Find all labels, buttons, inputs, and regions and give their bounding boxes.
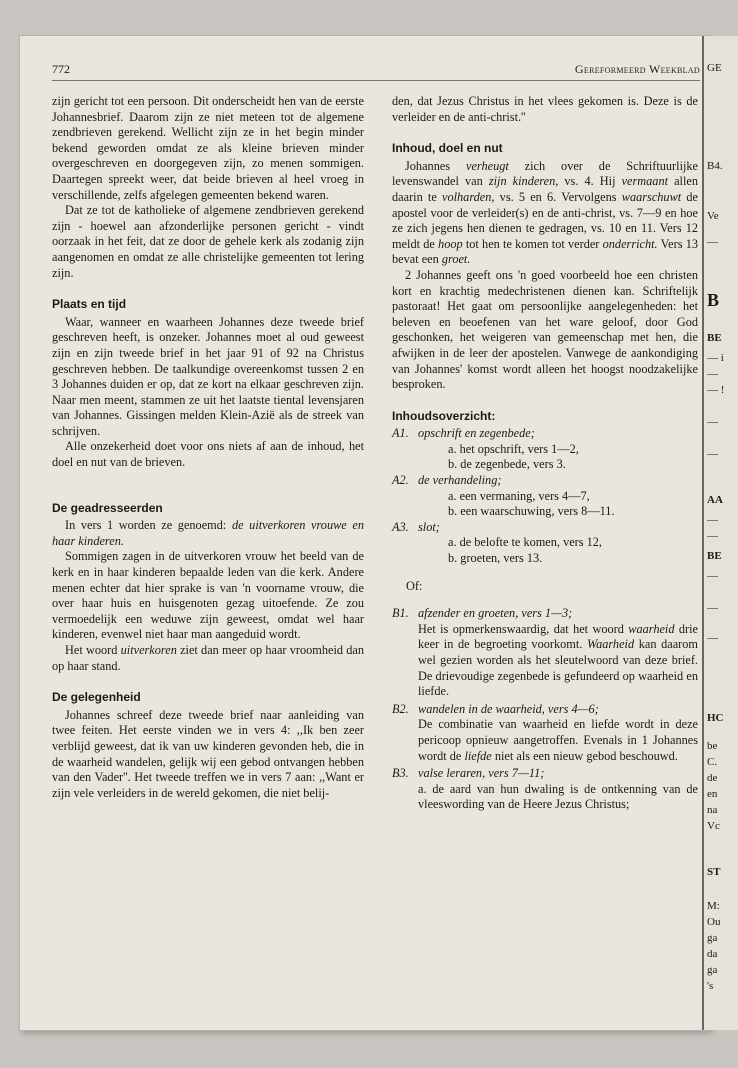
strip-fragment: Ve	[707, 210, 719, 222]
strip-fragment: —	[707, 514, 718, 526]
outline-item	[392, 702, 698, 764]
outline-item	[392, 606, 698, 700]
strip-fragment: na	[707, 804, 718, 816]
left-column	[52, 94, 364, 801]
strip-fragment: 's	[707, 980, 714, 992]
paragraph: In vers 1 worden ze genoemd: de uitverkoren vrouwe en haar kinderen.	[52, 518, 364, 548]
strip-fragment: da	[707, 948, 718, 960]
outline-sub: a. het opschrift, vers 1—2,	[448, 441, 579, 456]
paragraph: Dat ze tot de katholieke of algemene zendbrieven gerekend zijn - hoewel aan afzonderlijke personen gericht - vindt oorzaak in het feit, dat ze door de gehele kerk als zodanig zijn aangenomen en omdat ze alle christelijke gemeenten tot lering zijn.	[52, 203, 364, 280]
section-heading: De geadresseerden	[52, 500, 163, 515]
strip-fragment: BE	[707, 332, 722, 344]
strip-fragment: BE	[707, 550, 722, 562]
strip-fragment: —	[707, 416, 718, 428]
strip-fragment: —	[707, 602, 718, 614]
section-heading: Inhoudsoverzicht:	[392, 408, 496, 423]
strip-fragment: HC	[707, 712, 724, 724]
strip-fragment: Ou	[707, 916, 721, 928]
outline-sub: a. een vermaning, vers 4—7,	[448, 488, 590, 503]
strip-fragment: de	[707, 772, 718, 784]
outline-label: A2.	[392, 473, 409, 488]
strip-fragment: GE	[707, 62, 722, 74]
strip-fragment: —	[707, 448, 718, 460]
journal-title: Gereformeerd Weekblad	[574, 62, 700, 76]
outline-label: A1.	[392, 426, 409, 441]
strip-fragment: en	[707, 788, 718, 800]
paragraph: 2 Johannes geeft ons 'n goed voorbeeld hoe een christen kort en krachtig medechristenen dienen kan. Schriftelijk pastoraat! Het gaat om persoonlijke aangelegenheden: het beleven en beoefenen van het ware geloof, door God geschonken, het weigeren van gemeenschap met hen, die afwijken in de leer der apostelen. Vanwege de aankondiging van Johannes' komst wordt alleen het hoogst noodzakelijke besproken.	[392, 267, 698, 392]
strip-fragment: —	[707, 530, 718, 542]
outline-title: slot;	[418, 519, 440, 534]
paragraph: Alle onzekerheid doet voor ons niets af aan de inhoud, het doel en nut van de brieven.	[52, 439, 364, 470]
outline-body: De combinatie van waarheid en liefde wordt in deze pericoop opnieuw aangetroffen. Evenals in 1 Johannes wordt de liefde niet als een nieuw gebod beschouwd.	[418, 717, 698, 763]
outline-title: afzender en groeten, vers 1—3;	[418, 606, 573, 621]
strip-fragment: M:	[707, 900, 720, 912]
strip-fragment: C.	[707, 756, 718, 768]
paragraph: Johannes verheugt zich over de Schriftuurlijke levenswandel van zijn kinderen, vs. 4. Hij vermaant allen daarin te volharden, vs. 5 en 6. Vervolgens waarschuwt de apostel voor de verleider(s) en de anti-christ, vs. 7—9 en hoe ze zich jegens hen dienen te gedragen, vs. 10 en 11. Vers 12 meldt de hoop tot hen te komen tot verder onderricht. Vers 13 bevat een groet.	[392, 158, 699, 267]
outline-label: B3.	[392, 766, 409, 781]
strip-fragment: —	[707, 236, 718, 248]
strip-fragment: be	[707, 740, 718, 752]
section-heading: De gelegenheid	[52, 690, 141, 705]
paragraph: Johannes schreef deze tweede brief naar aanleiding van twee feiten. Het eerste vinden we in vers 4: ,,Ik ben zeer verblijd geweest, dat ik van uw kinderen gevonden heb, die in de waarheid wandelen, gelijk wij een gebod ontvangen hebben van den Vader''. Het tweede treffen we in vers 7 aan: ,,Want er zijn vele verleiders in de wereld gekomen, die niet belij-	[52, 707, 364, 800]
outline-title: valse leraren, vers 7—11;	[418, 766, 545, 781]
strip-fragment: ga	[707, 964, 718, 976]
strip-fragment: — !	[707, 384, 725, 396]
running-header	[52, 60, 700, 81]
outline-item	[392, 426, 698, 473]
next-page-strip	[702, 36, 738, 1030]
section-heading: Plaats en tijd	[52, 297, 127, 312]
strip-fragment: — i	[707, 352, 724, 364]
outline-separator: Of:	[406, 578, 423, 593]
paragraph: Sommigen zagen in de uitverkoren vrouw het beeld van de kerk en in haar kinderen bepaalde leden van die kerk. Andere menen echter dat hier sprake is van 'n voorname vrouw, die over haar huis en huisgenoten gezag uitoefende. Ze zou vermoedelijk een weduwe zijn geweest, omdat wel haar kinderen, evenwel niet haar man aangeduid wordt.	[52, 549, 364, 642]
outline-sub: b. de zegenbede, vers 3.	[448, 457, 566, 472]
outline-title: de verhandeling;	[418, 473, 502, 488]
strip-fragment: —	[707, 570, 718, 582]
outline-item	[392, 473, 698, 520]
strip-fragment: B	[707, 290, 720, 310]
outline-item	[392, 520, 698, 567]
outline-body: a. de aard van hun dwaling is de ontkenning van de vleeswording van de Heere Jezus Christus;	[418, 781, 698, 812]
section-heading: Inhoud, doel en nut	[392, 141, 503, 156]
paragraph: zijn gericht tot een persoon. Dit onderscheidt hen van de eerste Johannesbrief. Daarom zijn ze niet meteen tot de algemene zendbrieven gerekend. Wellicht zijn ze in het begin minder bekend geworden omdat ze als kleine brieven minder overgeschreven en doorgegeven zijn, zo menen sommigen. Daartegen spreekt weer, dat beide brieven al heel vroeg in verschillende, zelfs afgelegen gemeenten bekend waren.	[52, 94, 364, 202]
outline-title: wandelen in de waarheid, vers 4—6;	[418, 701, 599, 716]
outline-sub: a. de belofte te komen, vers 12,	[448, 535, 602, 550]
strip-fragment: AA	[707, 494, 723, 506]
paragraph: Waar, wanneer en waarheen Johannes deze tweede brief geschreven heeft, is onzeker. Johannes moet al oud geweest zijn en zijn tweede brief in het jaar 91 of 92 na Christus geschreven hebben. De taalkundige overeenkomst tussen 2 en 3 Johannes duiden er op, dat ze kort na elkaar geschreven zijn. Naar men meent, stammen ze uit het laatste tiental levensjaren van Johannes. Gissingen melden Klein-Azië als de streek van schrijven.	[52, 314, 364, 438]
outline-title: opschrift en zegenbede;	[418, 426, 535, 441]
outline-label: A3.	[392, 519, 409, 534]
right-column	[392, 94, 698, 813]
strip-fragment: ga	[707, 932, 718, 944]
page-number: 772	[52, 62, 70, 76]
outline-sub: b. groeten, vers 13.	[448, 551, 543, 566]
strip-fragment: B4.	[707, 160, 723, 172]
outline-sub: b. een waarschuwing, vers 8—11.	[448, 504, 615, 519]
page	[20, 36, 710, 1030]
strip-fragment: Vc	[707, 820, 720, 832]
paragraph: Het woord uitverkoren ziet dan meer op haar vroomheid dan op haar stand.	[52, 643, 364, 673]
strip-fragment: —	[707, 368, 718, 380]
outline-label: B1.	[392, 606, 409, 621]
outline-label: B2.	[392, 701, 409, 716]
outline-body: Het is opmerkenswaardig, dat het woord waarheid drie keer in de begroeting voorkomt. Waarheid kan daarom wel gezien worden als het sleutelwoord van deze brief. De drievoudige zegenbede is gefundeerd op waarheid en liefde.	[418, 621, 698, 699]
strip-fragment: ST	[707, 866, 721, 878]
outline-item	[392, 766, 698, 813]
strip-fragment: —	[707, 632, 718, 644]
paragraph: den, dat Jezus Christus in het vlees gekomen is. Deze is de verleider en de anti-christ.''	[392, 94, 698, 124]
